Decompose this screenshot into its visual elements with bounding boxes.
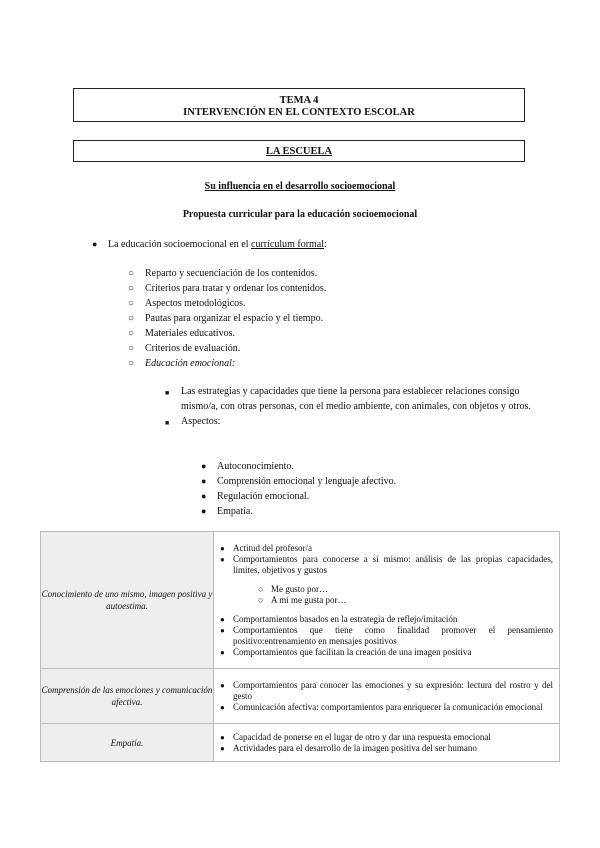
level2-item: ○ Educación emocional: bbox=[128, 358, 236, 369]
circle-bullet-icon: ○ bbox=[128, 328, 135, 339]
tema-title: INTERVENCIÓN EN EL CONTEXTO ESCOLAR bbox=[183, 107, 415, 118]
bullet-icon: ● bbox=[201, 491, 207, 501]
bullet-icon: ● bbox=[92, 239, 98, 249]
circle-bullet-icon: ○ bbox=[128, 313, 135, 324]
table-item: ● Actividades para el desarrollo de la imagen positiva del ser humano bbox=[220, 742, 477, 753]
row-content bbox=[214, 532, 560, 669]
circle-bullet-icon: ○ bbox=[128, 268, 135, 279]
table-subitem: ○ A mí me gusta por… bbox=[258, 594, 347, 605]
section-box bbox=[73, 140, 525, 162]
square-bullet-icon: ■ bbox=[165, 389, 170, 397]
level1-list bbox=[92, 237, 327, 252]
emotions-table bbox=[40, 531, 560, 762]
circle-bullet-icon: ○ bbox=[258, 583, 264, 594]
level4-item: ● Regulación emocional. bbox=[201, 491, 310, 502]
bullet-icon: ● bbox=[201, 461, 207, 471]
section-title: LA ESCUELA bbox=[265, 146, 333, 157]
level2-item: ○ Pautas para organizar el espacio y el tiempo. bbox=[128, 313, 324, 324]
circle-bullet-icon: ○ bbox=[128, 343, 135, 354]
level4-list bbox=[201, 459, 397, 519]
level4-item: ● Empatía. bbox=[201, 506, 253, 517]
level2-item: ○ Criterios para tratar y ordenar los contenidos. bbox=[128, 283, 327, 294]
row-label: Comprensión de las emociones y comunicación afectiva. bbox=[41, 669, 214, 724]
circle-bullet-icon: ○ bbox=[128, 298, 135, 309]
table-item: ● Comportamientos que tiene como finalidad promover el pensamiento positivo:entrenamiento en mensajes positivos bbox=[220, 624, 553, 646]
curriculum-link: currículum formal bbox=[251, 239, 325, 250]
table-item: ● Actitud del profesor/a bbox=[220, 542, 312, 553]
level4-item: ● Autoconocimiento. bbox=[201, 461, 294, 472]
bullet-icon: ● bbox=[201, 506, 207, 516]
row-content bbox=[214, 669, 560, 724]
bullet-icon: ● bbox=[220, 680, 225, 690]
bullet-icon: ● bbox=[220, 732, 225, 742]
tema-number: TEMA 4 bbox=[279, 95, 319, 106]
table-item: ● Comportamientos basados en la estrategia de reflejo/imitación bbox=[220, 613, 458, 624]
row-content bbox=[214, 724, 560, 762]
level2-list bbox=[128, 266, 327, 371]
level2-item: ○ Criterios de evaluación. bbox=[128, 343, 241, 354]
level2-item: ○ Aspectos metodológicos. bbox=[128, 298, 246, 309]
level3-list bbox=[165, 384, 531, 429]
row-label: Conocimiento de uno mismo, imagen positiva y autoestima. bbox=[41, 532, 214, 669]
bullet-icon: ● bbox=[220, 554, 225, 564]
table-item: ● Capacidad de ponerse en el lugar de otro y dar una respuesta emocional bbox=[220, 731, 491, 742]
title-box bbox=[73, 88, 525, 122]
level2-item: ○ Reparto y secuenciación de los contenidos. bbox=[128, 268, 318, 279]
table-item: ● Comportamientos para conocerse a sí mismo: análisis de las propias capacidades, límites, objetivos y gustos bbox=[220, 553, 553, 575]
table-item: ● Comunicación afectiva: comportamientos para enriquecer la comunicación emocional bbox=[220, 701, 543, 712]
bullet-icon: ● bbox=[220, 647, 225, 657]
square-bullet-icon: ■ bbox=[165, 419, 170, 427]
table-item: ● Comportamientos que facilitan la creación de una imagen positiva bbox=[220, 646, 472, 657]
bullet-icon: ● bbox=[220, 543, 225, 553]
bullet-icon: ● bbox=[201, 476, 207, 486]
level2-item: ○ Materiales educativos. bbox=[128, 328, 235, 339]
level4-item: ● Comprensión emocional y lenguaje afectivo. bbox=[201, 476, 397, 487]
circle-bullet-icon: ○ bbox=[128, 283, 135, 294]
propuesta-heading: Propuesta curricular para la educación socioemocional bbox=[182, 209, 418, 220]
circle-bullet-icon: ○ bbox=[258, 594, 264, 605]
level3-item: ■ Aspectos: bbox=[181, 414, 531, 429]
table-row bbox=[41, 532, 560, 669]
bullet-icon: ● bbox=[220, 614, 225, 624]
level1-item: ● La educación socioemocional en el currículum formal: bbox=[92, 239, 327, 250]
circle-bullet-icon: ○ bbox=[128, 358, 135, 369]
bullet-icon: ● bbox=[220, 702, 225, 712]
bullet-icon: ● bbox=[220, 625, 225, 635]
bullet-icon: ● bbox=[220, 743, 225, 753]
level3-item: ■ Las estrategias y capacidades que tiene la persona para establecer relaciones consigo mismo/a, con otras personas, con el medio ambiente, con animales, con objetos y otros. bbox=[165, 386, 531, 412]
table-item: ● Comportamientos para conocer las emociones y su expresión: lectura del rostro y del gesto bbox=[220, 679, 553, 701]
table-row bbox=[41, 669, 560, 724]
table-row bbox=[41, 724, 560, 762]
subtitle: Su influencia en el desarrollo socioemocional bbox=[204, 181, 396, 192]
row-label: Empatía. bbox=[41, 724, 214, 762]
table-subitem: ○ Me gusto por… bbox=[258, 583, 328, 594]
